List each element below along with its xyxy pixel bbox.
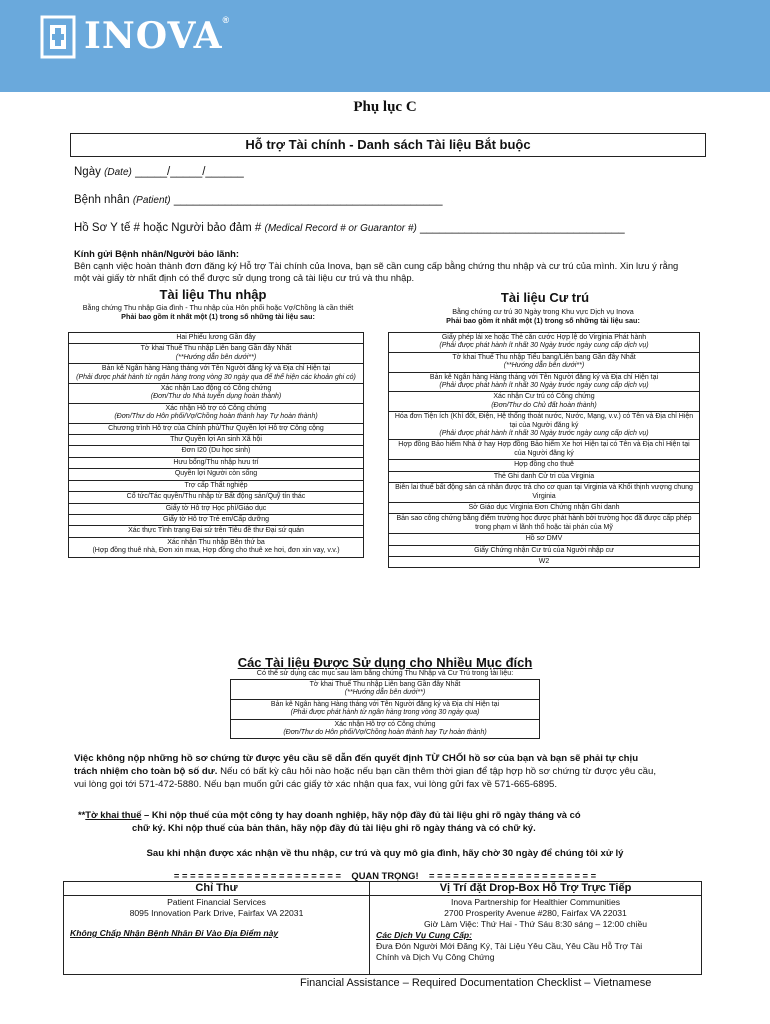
document-item-text: Sở Giáo dục Virginia Đơn Chứng nhận Ghi danh — [468, 503, 620, 511]
table-row — [389, 440, 700, 460]
intro-body: Bên cạnh việc hoàn thành đơn đăng ký Hỗ trợ Tài chính của Inova, bạn sẽ cần cung cấp bằng chứng thu nhập và cư trú của mình. Xin lưu ý rằng một vài giấy tờ nhất định có thể được sử dụng trong cả tài liệu cư trú và thu nhập. — [74, 260, 679, 283]
document-item-text: Tờ khai Thuế Thu nhập Tiểu bang/Liên bang Gần đây Nhất — [452, 353, 636, 361]
document-item — [69, 492, 364, 503]
document-item — [231, 699, 540, 719]
document-item — [231, 719, 540, 739]
document-item-text: Cổ tức/Tác quyền/Thu nhập từ Bất động sản/Quỹ tín thác — [126, 493, 306, 501]
document-item — [69, 480, 364, 491]
table-row — [389, 483, 700, 503]
table-row — [389, 534, 700, 545]
table-row — [69, 344, 364, 364]
document-item-text: Xác thực Tình trạng Đại sứ trên Tiêu đề thư Đại sứ quán — [128, 527, 304, 535]
document-item — [69, 344, 364, 364]
document-item — [389, 372, 700, 392]
document-item-text: Bản kê Ngân hàng Hàng tháng với Tên Người đăng ký và Địa chỉ Hiện tại — [101, 365, 331, 373]
document-item — [69, 423, 364, 434]
document-item — [389, 460, 700, 471]
document-item — [69, 403, 364, 423]
document-item-text: Hóa đơn Tiện ích (Khí đốt, Điện, Hệ thống thoát nước, Nước, Mạng, v.v.) có Tên và Địa chỉ Hiện tại của Người đăng ký — [394, 413, 694, 429]
document-item-text: Thẻ Ghi danh Cử tri của Virginia — [493, 472, 595, 480]
table-row — [389, 545, 700, 556]
table-row — [69, 514, 364, 525]
document-item-text: Hợp đồng Bảo hiểm Nhà ở hay Hợp đồng Bảo hiểm Xe hơi Hiện tại có Tên và Địa chỉ Hiện tại của Người đăng ký — [398, 441, 690, 457]
document-item — [231, 680, 540, 700]
table-row — [69, 526, 364, 537]
document-item — [69, 446, 364, 457]
document-item — [69, 364, 364, 384]
important-banner: = = = = = = = = = = = = = = = = = = = = = QUAN TRỌNG! = = = = = = = = = = = = = = = = = = = = = — [173, 870, 597, 881]
document-item — [389, 483, 700, 503]
table-row — [69, 537, 364, 557]
table-row — [231, 699, 540, 719]
document-item-note: (**Hướng dẫn bên dưới**) — [344, 689, 426, 697]
record-field[interactable]: Hồ Sơ Y tế # hoặc Người bảo đảm # (Medical Record # or Guarantor #) ________________________________ — [74, 222, 625, 234]
document-item — [69, 514, 364, 525]
document-item-text: Quyền lợi Người còn sống — [174, 470, 258, 478]
document-item — [389, 556, 700, 567]
mail-restriction-note: Không Chấp Nhận Bệnh Nhân Đi Vào Địa Điểm này — [70, 928, 279, 938]
document-item-text: Trợ cấp Thất nghiệp — [184, 481, 248, 489]
services-label: Các Dịch Vụ Cung Cấp: — [376, 930, 472, 940]
table-row — [69, 435, 364, 446]
document-item-text: Bản sao công chứng bằng điểm trường học được phát hành bởi trường học đã được cấp phép trong phạm vi lãnh thổ hoặc tài phán của Mỹ — [396, 515, 692, 531]
table-row — [389, 333, 700, 353]
document-item — [389, 471, 700, 482]
salutation: Kính gửi Bệnh nhân/Người bảo lãnh: — [74, 248, 240, 259]
document-item-note: (Phải được phát hành ít nhất 30 Ngày trước ngày cung cấp dịch vụ) — [439, 382, 649, 390]
table-row — [69, 503, 364, 514]
document-item-text: Bản kê Ngân hàng Hàng tháng với Tên Người đăng ký và Địa chỉ Hiện tại — [270, 700, 500, 708]
table-row — [389, 412, 700, 440]
footer-text: Financial Assistance – Required Documentation Checklist – Vietnamese — [300, 977, 652, 989]
document-item-note: (Đơn/Thư do Hôn phối/Vợ/Chồng hoàn thành hay Tự hoàn thành) — [283, 729, 487, 737]
document-item-text: Hưu bổng/Thu nhập hưu trí — [173, 458, 259, 466]
table-row — [231, 680, 540, 700]
dropbox-address: Inova Partnership for Healthier Communities 2700 Prosperity Avenue #280, Fairfax VA 22031 Giờ Làm Việc: Thứ Hai - Thứ Sáu 8:30 sáng – 12:00 chiều Các Dịch Vụ Cung Cấp: Đưa Đón Người Mới Đăng Ký, Tài Liệu Yêu Cầu, Yêu Cầu Hỗ Trợ Tài Chính và Dịch Vụ Công Chứng — [370, 896, 702, 975]
document-item-note: (Đơn/Thư do Chủ đất hoàn thành) — [491, 401, 597, 409]
table-row — [69, 492, 364, 503]
tax-notes: **Tờ khai thuế – Khi nộp thuế của một công ty hay doanh nghiệp, hãy nộp đầy đủ tài liệu ghi rõ ngày tháng và có chữ ký. Khi nộp thuế của bản thân, hãy nộp đầy đủ tài liệu ghi rõ ngày tháng và có chữ ký. — [78, 809, 581, 833]
inova-logo — [40, 14, 230, 60]
document-item-note: (Đơn/Thư do Hôn phối/Vợ/Chồng hoàn thành hay Tự hoàn thành) — [114, 413, 318, 421]
document-item-text: Biên lai thuế bất động sản cá nhân được trả cho cơ quan tại Virginia và Khối thịnh vượng chung Virginia — [395, 484, 693, 500]
table-row — [389, 502, 700, 513]
document-item-text: Chương trình Hỗ trợ của Chính phủ/Thư Quyền lợi Hỗ trợ Công cộng — [108, 424, 324, 432]
document-item-note: (Đơn/Thư do Nhà tuyển dụng hoàn thành) — [150, 393, 282, 401]
table-row — [69, 333, 364, 344]
mail-address: Patient Financial Services 8095 Innovation Park Drive, Fairfax VA 22031 Không Chấp Nhận Bệnh Nhân Đi Vào Địa Điểm này — [64, 896, 370, 975]
income-table — [68, 332, 364, 558]
document-item-text: Hai Phiếu lương Gần đây — [176, 334, 256, 341]
document-item-note: (**Hướng dẫn bên dưới**) — [503, 362, 585, 370]
document-item-text: W2 — [538, 557, 550, 565]
document-item-text: Xác nhận Lao động có Công chứng — [160, 385, 272, 393]
document-item — [69, 526, 364, 537]
document-item-text: Hợp đồng cho thuê — [514, 461, 574, 469]
document-item — [69, 537, 364, 557]
document-item — [389, 440, 700, 460]
document-item — [69, 333, 364, 344]
table-row — [69, 364, 364, 384]
table-row — [69, 480, 364, 491]
document-item — [69, 384, 364, 404]
dropbox-heading: Vị Trí đặt Drop-Box Hỗ Trợ Trực Tiếp — [370, 882, 702, 896]
document-item-note: (Phải được phát hành ít nhất 30 Ngày trước ngày cung cấp dịch vụ) — [439, 342, 649, 350]
income-sub: Bằng chứng Thu nhập Gia đình - Thu nhập của Hôn phối hoặc Vợ/Chồng là cần thiết Phải bao gồm ít nhất một (1) trong số những tài liệu sau: — [82, 303, 354, 321]
document-item-text: Bản kê Ngân hàng Hàng tháng với Tên Người đăng ký và Địa chỉ Hiện tại — [429, 373, 659, 381]
processing-note: Sau khi nhận được xác nhận về thu nhập, cư trú và quy mô gia đình, hãy chờ 30 ngày để chúng tôi xử lý — [146, 848, 624, 859]
residency-sub: Bằng chứng cư trú 30 Ngày trong Khu vực Dịch vụ Inova Phải bao gồm ít nhất một (1) trong số những tài liệu sau: — [446, 307, 640, 325]
document-item-text: Xác nhận Cư trú có Công chứng — [493, 393, 595, 401]
document-item — [69, 457, 364, 468]
table-row — [389, 392, 700, 412]
table-row — [69, 457, 364, 468]
document-item-text: Giấy Chứng nhận Cư trú của Người nhập cư — [474, 546, 614, 554]
document-item — [389, 502, 700, 513]
document-item — [69, 435, 364, 446]
mail-heading: Chỉ Thư — [64, 882, 370, 896]
table-row — [389, 372, 700, 392]
document-item — [389, 333, 700, 353]
document-item — [389, 412, 700, 440]
document-item — [389, 534, 700, 545]
date-field[interactable]: Ngày (Date) _____/_____/______ — [74, 166, 244, 178]
inova-logo-icon — [40, 15, 76, 59]
document-item-text: Giấy tờ Hỗ trợ Trẻ em/Cấp dưỡng — [163, 515, 269, 523]
document-item — [389, 392, 700, 412]
table-row — [69, 384, 364, 404]
document-item-text: Xác nhận Hỗ trợ có Công chứng — [334, 720, 436, 728]
document-item-text: Hồ sơ DMV — [525, 535, 563, 543]
table-row — [69, 403, 364, 423]
document-item-note: (**Hướng dẫn bên dưới**) — [175, 353, 257, 361]
document-item-text: Tờ khai Thuế Thu nhập Liên bang Gần đây Nhất — [309, 681, 461, 688]
document-item-text: Giấy tờ Hỗ trợ Học phí/Giáo dục — [165, 504, 267, 512]
document-item-text: Đơn I20 (Du học sinh) — [181, 447, 251, 455]
document-item — [389, 352, 700, 372]
multi-sub: Có thể sử dụng các mục sau làm bằng chứng Thu Nhập và Cư Trú trong tài liệu: — [256, 668, 514, 677]
multi-table — [230, 679, 540, 739]
document-item-note: (Phải được phát hành từ ngân hàng trong vòng 30 ngày qua để thể hiện các khoản ghi có) — [76, 373, 356, 381]
document-item-text: Thư Quyền lợi An sinh Xã hội — [170, 436, 262, 444]
appendix-label: Phụ lục C — [353, 99, 417, 115]
document-item-text: Xác nhận Thu nhập Bên thứ ba — [167, 538, 265, 546]
table-row — [389, 460, 700, 471]
contact-table — [63, 881, 702, 975]
table-row — [389, 514, 700, 534]
document-item-note: (Phải được phát hành từ ngân hàng trong vòng 30 ngày qua) — [290, 709, 480, 717]
document-item — [69, 469, 364, 480]
header-banner — [0, 0, 770, 92]
residency-table — [388, 332, 700, 568]
document-item-text: Tờ khai Thuế Thu nhập Liên bang Gần đây Nhất — [140, 345, 292, 353]
income-heading: Tài liệu Thu nhập — [159, 287, 267, 302]
warning-text: Việc không nộp những hồ sơ chứng từ được yêu cầu sẽ dẫn đến quyết định TỪ CHỐI hồ sơ của bạn và bạn sẽ phải tự chịu trách nhiệm cho toàn bộ số dư. Nếu có bất kỳ câu hỏi nào hoặc nếu bạn cần thêm thời gian để tập hợp hồ sơ chứng từ được yêu cầu, vui lòng gọi tới 571-472-5880. Nếu bạn muốn gửi các giấy tờ xác nhận qua fax, vui lòng gửi fax về 571-665-6895. — [74, 753, 656, 790]
patient-field[interactable]: Bệnh nhân (Patient) __________________________________________ — [74, 194, 443, 206]
table-row — [69, 423, 364, 434]
document-item-detail: (Hợp đồng thuê nhà, Đơn xin mua, Hợp đồng cho thuê xe hơi, đơn xin vay, v.v.) — [92, 547, 340, 555]
table-row — [389, 471, 700, 482]
document-item — [389, 514, 700, 534]
table-row — [389, 556, 700, 567]
brand-name: INOVA® — [84, 15, 231, 58]
table-row — [69, 469, 364, 480]
table-row — [389, 352, 700, 372]
table-row — [69, 446, 364, 457]
document-item-note: (Phải được phát hành ít nhất 30 Ngày trước ngày cung cấp dịch vụ) — [439, 430, 649, 438]
document-item-text: Xác nhận Hỗ trợ có Công chứng — [165, 404, 267, 412]
table-row — [231, 719, 540, 739]
page-title: Hỗ trợ Tài chính - Danh sách Tài liệu Bắt buộc — [70, 133, 706, 157]
residency-heading: Tài liệu Cư trú — [500, 290, 590, 305]
document-item-text: Giấy phép lái xe hoặc Thẻ căn cước Hợp lệ do Virginia Phát hành — [441, 334, 647, 341]
intro-text — [74, 248, 694, 284]
document-item — [69, 503, 364, 514]
document-item — [389, 545, 700, 556]
multi-heading: Các Tài liệu Được Sử dụng cho Nhiều Mục đích — [237, 655, 533, 670]
